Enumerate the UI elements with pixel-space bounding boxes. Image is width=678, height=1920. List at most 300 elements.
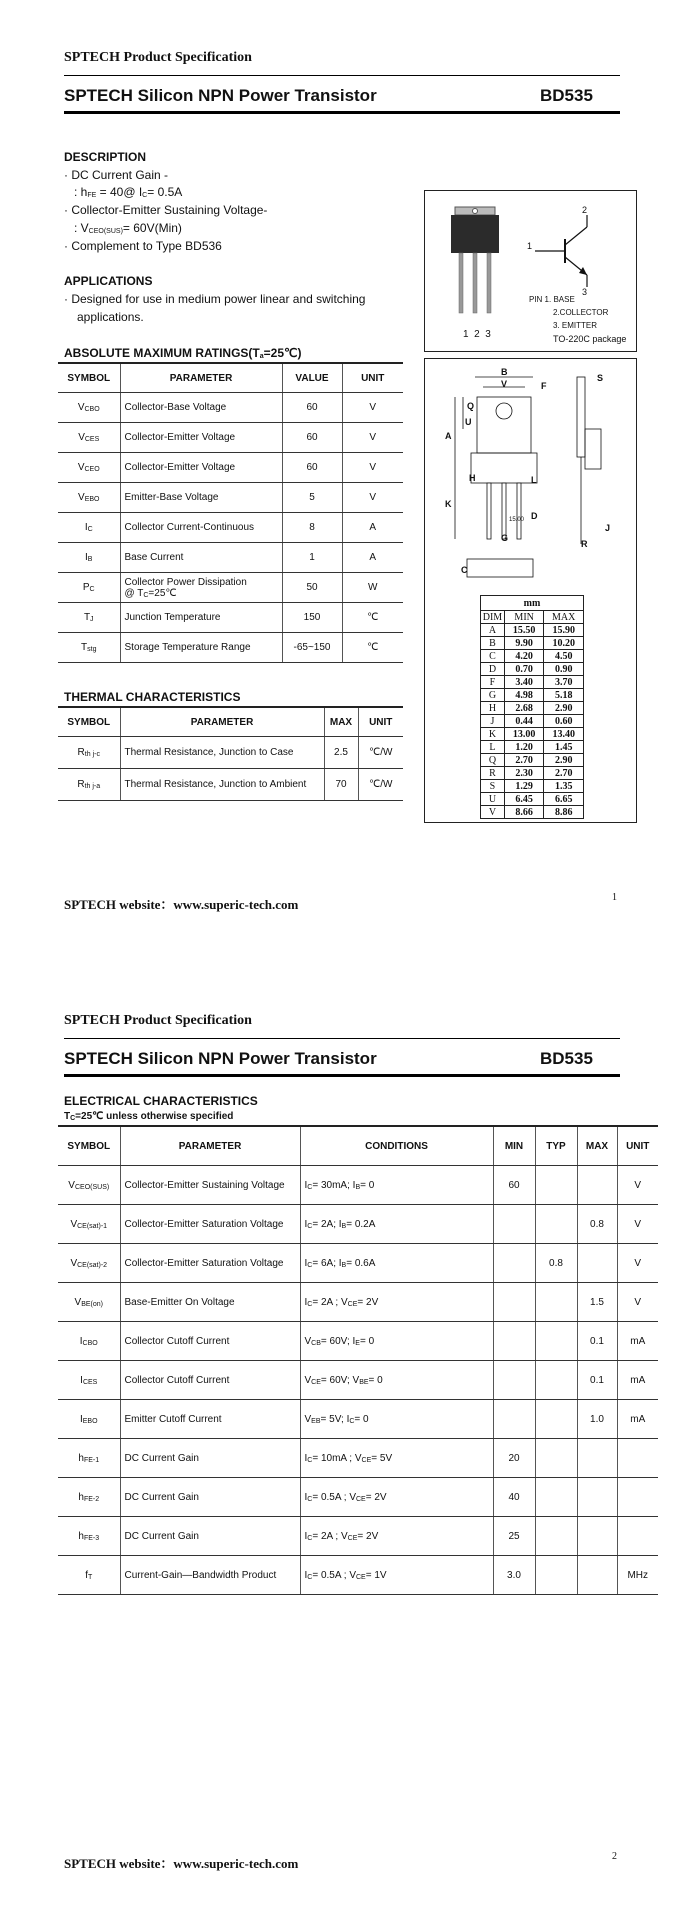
- symbol-subscript: CES: [84, 436, 100, 443]
- thermal-table: [58, 706, 403, 801]
- dim-letter: D: [481, 663, 505, 676]
- dim-letter: S: [481, 780, 505, 793]
- condition-subscript: CE: [347, 1534, 358, 1542]
- unit-cell: V: [342, 393, 403, 423]
- conditions-cell: [300, 1322, 493, 1361]
- dim-row: [481, 806, 584, 819]
- dim-max: 0.60: [544, 715, 584, 728]
- dim-label-g: G: [501, 533, 509, 543]
- unit-cell: V: [617, 1283, 658, 1322]
- dim-min: 8.66: [504, 806, 544, 819]
- conditions-cell: [300, 1244, 493, 1283]
- page-number: 1: [612, 892, 617, 903]
- table-row: [58, 543, 403, 573]
- column-header: PARAMETER: [120, 363, 282, 393]
- table-row: [58, 1322, 658, 1361]
- parameter-cell: Thermal Resistance, Junction to Ambient: [120, 769, 324, 801]
- condition-value: = 2A;: [312, 1218, 339, 1230]
- condition-value: = 5V;: [320, 1413, 347, 1425]
- table-row: [58, 1166, 658, 1205]
- table-row: [58, 603, 403, 633]
- dim-label-r: R: [581, 539, 588, 549]
- parameter-cell: [120, 633, 282, 663]
- dim-letter: G: [481, 689, 505, 702]
- column-header: SYMBOL: [58, 707, 120, 737]
- condition-subscript: C: [307, 1495, 313, 1503]
- package-type-label: TO-220C package: [553, 334, 627, 344]
- table-row: [58, 423, 403, 453]
- dim-header-row: [481, 611, 584, 624]
- parameter-cell: Collector Cutoff Current: [120, 1361, 300, 1400]
- dim-max: 8.86: [544, 806, 584, 819]
- symbol-cell: [58, 1166, 120, 1205]
- symbol-cell: [58, 1205, 120, 1244]
- symbol-text: R: [77, 747, 85, 758]
- electrical-subheading: TC=25℃ unless otherwise specified: [64, 1111, 234, 1122]
- symbol-text: V: [70, 1257, 78, 1269]
- symbol-cell: [58, 633, 120, 663]
- min-cell: [493, 1205, 535, 1244]
- value-cell: -65~150: [282, 633, 342, 663]
- parameter-cell: Emitter Cutoff Current: [120, 1400, 300, 1439]
- dim-label-s: S: [597, 373, 604, 383]
- parameter-text: Collector-Emitter Voltage: [124, 432, 236, 443]
- condition-value: = 0: [354, 1413, 369, 1425]
- table-row: [58, 1244, 658, 1283]
- typ-cell: 0.8: [535, 1244, 577, 1283]
- dim-row: [481, 702, 584, 715]
- condition-symbol: I: [304, 1257, 308, 1269]
- dim-row: [481, 793, 584, 806]
- symbol-text: h: [78, 1491, 84, 1503]
- dim-max: 5.18: [544, 689, 584, 702]
- symbol-cell: [58, 1556, 120, 1595]
- max-cell: 0.8: [577, 1205, 617, 1244]
- conditions-cell: [300, 1361, 493, 1400]
- max-cell: 1.5: [577, 1283, 617, 1322]
- column-header: MAX: [577, 1126, 617, 1166]
- condition-symbol: I: [304, 1452, 308, 1464]
- condition-symbol: V: [304, 1413, 312, 1425]
- symbol-text: V: [68, 1179, 75, 1191]
- dim-letter: H: [481, 702, 505, 715]
- max-cell: [577, 1478, 617, 1517]
- dim-min: 2.70: [504, 754, 544, 767]
- dim-row: [481, 754, 584, 767]
- symbol-cell: [58, 453, 120, 483]
- table-row: [58, 1205, 658, 1244]
- value-cell: 150: [282, 603, 342, 633]
- dim-min: 2.68: [504, 702, 544, 715]
- doc-title: SPTECH Silicon NPN Power Transistor: [64, 86, 377, 105]
- description-line: · Collector-Emitter Sustaining Voltage-: [64, 203, 268, 217]
- typ-cell: [535, 1400, 577, 1439]
- condition-subscript: CE: [356, 1495, 366, 1503]
- table-row: [58, 1361, 658, 1400]
- dim-label-l: L: [531, 475, 537, 485]
- symbol-subscript: th j-a: [84, 783, 101, 790]
- parameter-cell: Thermal Resistance, Junction to Case: [120, 737, 324, 769]
- parameter-cell: [120, 543, 282, 573]
- thermal-heading: THERMAL CHARACTERISTICS: [64, 690, 241, 704]
- condition-subscript: CE: [361, 1456, 372, 1464]
- unit-cell: mA: [617, 1400, 658, 1439]
- symbol-subscript: FE-3: [83, 1534, 100, 1542]
- value-cell: 5: [282, 483, 342, 513]
- condition-symbol: V: [354, 1452, 362, 1464]
- typ-cell: [535, 1556, 577, 1595]
- value-cell: 8: [282, 513, 342, 543]
- condition-symbol: V: [349, 1569, 356, 1581]
- parameter-cell: Collector Cutoff Current: [120, 1322, 300, 1361]
- symbol-text: T: [81, 642, 88, 653]
- min-cell: 60: [493, 1166, 535, 1205]
- description-line: : VCEO(SUS)= 60V(Min): [74, 221, 182, 235]
- dim-label-d: D: [531, 511, 538, 521]
- symbol-cell: [58, 1517, 120, 1556]
- symbol-cell: [58, 1400, 120, 1439]
- typ-cell: [535, 1322, 577, 1361]
- symbol-cell: [58, 1439, 120, 1478]
- dim-label-c: C: [461, 565, 468, 575]
- dim-min: 13.00: [504, 728, 544, 741]
- description-line: · Complement to Type BD536: [64, 239, 222, 253]
- dim-column-header: MAX: [544, 611, 584, 624]
- dim-letter: Q: [481, 754, 505, 767]
- unit-cell: ℃: [342, 603, 403, 633]
- symbol-subscript: CBO: [82, 1339, 98, 1347]
- symbol-pin-3-label: 3: [582, 287, 588, 297]
- condition-symbol: I: [304, 1569, 308, 1581]
- table-row: [58, 1517, 658, 1556]
- parameter-cell: Base-Emitter On Voltage: [120, 1283, 300, 1322]
- dim-label-f: F: [541, 381, 547, 391]
- npn-transistor-symbol-icon: [525, 211, 625, 291]
- dim-letter: U: [481, 793, 505, 806]
- value-cell: 60: [282, 453, 342, 483]
- amr-heading: ABSOLUTE MAXIMUM RATINGS(Ta=25℃): [64, 346, 302, 360]
- parameter-cell: [120, 453, 282, 483]
- max-cell: 0.1: [577, 1361, 617, 1400]
- unit-cell: mA: [617, 1361, 658, 1400]
- table-row: [58, 483, 403, 513]
- condition-subscript: B: [355, 1183, 361, 1191]
- description-heading: DESCRIPTION: [64, 150, 147, 164]
- package-dimensions-box: [424, 358, 637, 823]
- dim-label-u: U: [465, 417, 472, 427]
- column-header: VALUE: [282, 363, 342, 393]
- part-number: BD535: [540, 86, 593, 105]
- header-rule-thin: [64, 75, 620, 76]
- column-header: UNIT: [358, 707, 403, 737]
- condition-value: = 2A ;: [312, 1296, 341, 1308]
- symbol-subscript: CE(sat)-2: [77, 1261, 108, 1269]
- parameter-text: Junction Temperature: [124, 612, 221, 623]
- dim-max: 13.40: [544, 728, 584, 741]
- conditions-cell: [300, 1166, 493, 1205]
- footer-website: SPTECH website：www.superic-tech.com: [64, 897, 299, 912]
- symbol-cell: [58, 1283, 120, 1322]
- dim-label-h: H: [469, 473, 476, 483]
- min-cell: 25: [493, 1517, 535, 1556]
- table-row: [58, 1400, 658, 1439]
- parameter-text: [125, 588, 282, 599]
- parameter-text: Collector-Base Voltage: [124, 402, 227, 413]
- conditions-cell: [300, 1205, 493, 1244]
- dim-min: 3.40: [504, 676, 544, 689]
- dim-letter: B: [481, 637, 505, 650]
- unit-cell: mA: [617, 1322, 658, 1361]
- dim-max: 1.45: [544, 741, 584, 754]
- condition-subscript: C: [349, 1417, 355, 1425]
- pin-numbers: 1 2 3: [463, 329, 491, 340]
- condition-value: = 0.6A: [346, 1257, 376, 1269]
- symbol-text: I: [84, 522, 88, 533]
- symbol-cell: [58, 603, 120, 633]
- dim-max: 2.90: [544, 702, 584, 715]
- conditions-cell: [300, 1478, 493, 1517]
- dim-letter: J: [481, 715, 505, 728]
- symbol-cell: [58, 483, 120, 513]
- max-cell: 2.5: [324, 737, 358, 769]
- condition-symbol: V: [352, 1374, 360, 1386]
- description-line: · DC Current Gain -: [64, 168, 169, 182]
- dim-letter: A: [481, 624, 505, 637]
- pin-legend: PIN 1. BASE: [529, 295, 575, 304]
- condition-symbol: I: [338, 1218, 342, 1230]
- conditions-cell: [300, 1283, 493, 1322]
- symbol-cell: [58, 543, 120, 573]
- dim-max: 1.35: [544, 780, 584, 793]
- table-row: [58, 1283, 658, 1322]
- dim-label-a: A: [445, 431, 452, 441]
- condition-subscript: CE: [347, 1300, 358, 1308]
- symbol-subscript: T: [88, 1573, 93, 1581]
- typ-cell: [535, 1517, 577, 1556]
- dim-max: 15.90: [544, 624, 584, 637]
- header-rule-thick: [64, 111, 620, 114]
- dim-letter: F: [481, 676, 505, 689]
- condition-subscript: C: [307, 1456, 313, 1464]
- parameter-cell: [120, 423, 282, 453]
- symbol-subscript: EBO: [84, 496, 100, 503]
- symbol-text: V: [70, 1218, 78, 1230]
- dim-min: 0.44: [504, 715, 544, 728]
- max-cell: [577, 1517, 617, 1556]
- footer-website: SPTECH website：www.superic-tech.com: [64, 1856, 299, 1871]
- unit-cell: V: [342, 423, 403, 453]
- symbol-text: I: [79, 1335, 83, 1347]
- table-header-row: [58, 707, 403, 737]
- dim-min: 0.70: [504, 663, 544, 676]
- condition-subscript: EB: [311, 1417, 321, 1425]
- unit-cell: MHz: [617, 1556, 658, 1595]
- symbol-pin-1-label: 1: [527, 241, 533, 251]
- condition-symbol: I: [304, 1179, 308, 1191]
- condition-symbol: I: [338, 1257, 342, 1269]
- condition-subscript: C: [307, 1573, 313, 1581]
- dim-label-b: B: [501, 367, 508, 377]
- symbol-text: V: [77, 462, 85, 473]
- header-rule-thin: [64, 1038, 620, 1039]
- part-number: BD535: [540, 1049, 593, 1068]
- dim-min: 2.30: [504, 767, 544, 780]
- condition-symbol: I: [352, 1179, 356, 1191]
- symbol-subscript: CE(sat)-1: [77, 1222, 108, 1230]
- dim-row: [481, 637, 584, 650]
- symbol-cell: [58, 1361, 120, 1400]
- dim-max: 2.70: [544, 767, 584, 780]
- typ-cell: [535, 1439, 577, 1478]
- symbol-cell: [58, 737, 120, 769]
- column-header: SYMBOL: [58, 363, 120, 393]
- column-header: CONDITIONS: [300, 1126, 493, 1166]
- dim-row: [481, 624, 584, 637]
- unit-cell: [617, 1517, 658, 1556]
- table-header-row: [58, 1126, 658, 1166]
- absolute-max-ratings-table: [58, 362, 403, 663]
- unit-cell: A: [342, 513, 403, 543]
- condition-symbol: I: [304, 1296, 308, 1308]
- min-cell: [493, 1283, 535, 1322]
- dim-row: [481, 767, 584, 780]
- dim-unit-row: [481, 596, 584, 611]
- max-cell: [577, 1556, 617, 1595]
- condition-value: = 2A ;: [312, 1530, 341, 1542]
- condition-subscript: C: [307, 1183, 313, 1191]
- table-row: [58, 393, 403, 423]
- symbol-subscript: C: [87, 526, 93, 533]
- pin-legend: 2.COLLECTOR: [553, 308, 609, 317]
- parameter-text-part: @ T: [124, 587, 144, 599]
- symbol-subscript: CEO: [84, 466, 100, 473]
- electrical-heading: ELECTRICAL CHARACTERISTICS: [64, 1094, 258, 1108]
- symbol-subscript: th j-c: [84, 751, 100, 758]
- max-cell: [577, 1439, 617, 1478]
- parameter-cell: [120, 393, 282, 423]
- unit-cell: ℃/W: [358, 769, 403, 801]
- symbol-subscript: stg: [87, 646, 97, 653]
- parameter-text: Base Current: [124, 552, 184, 563]
- condition-value: = 6A;: [312, 1257, 339, 1269]
- condition-symbol: I: [304, 1530, 308, 1542]
- condition-value: = 30mA;: [312, 1179, 353, 1191]
- symbol-subscript: BE(on): [81, 1300, 103, 1308]
- dim-max: 2.90: [544, 754, 584, 767]
- condition-subscript: CE: [311, 1378, 321, 1386]
- min-cell: 20: [493, 1439, 535, 1478]
- column-header: UNIT: [342, 363, 403, 393]
- applications-line: · Designed for use in medium power linear and switching: [64, 292, 366, 306]
- dim-unit-header: mm: [481, 596, 584, 611]
- column-header: PARAMETER: [120, 1126, 300, 1166]
- dim-min: 9.90: [504, 637, 544, 650]
- condition-value: = 2V: [357, 1530, 379, 1542]
- condition-subscript: C: [307, 1534, 313, 1542]
- parameter-text-part: =25℃: [148, 587, 177, 599]
- symbol-pin-2-label: 2: [582, 205, 588, 215]
- symbol-text: V: [77, 402, 85, 413]
- symbol-cell: [58, 423, 120, 453]
- table-row: [58, 737, 403, 769]
- min-cell: 40: [493, 1478, 535, 1517]
- dim-max: 3.70: [544, 676, 584, 689]
- dim-label-tab: 15.00: [509, 517, 525, 523]
- dim-label-j: J: [605, 523, 611, 533]
- max-cell: [577, 1166, 617, 1205]
- typ-cell: [535, 1283, 577, 1322]
- condition-symbol: I: [304, 1491, 308, 1503]
- parameter-text: Emitter-Base Voltage: [124, 492, 219, 503]
- symbol-subscript: C: [89, 586, 95, 593]
- symbol-cell: [58, 1478, 120, 1517]
- symbol-cell: [58, 1244, 120, 1283]
- symbol-subscript: EBO: [82, 1417, 98, 1425]
- parameter-cell: [120, 603, 282, 633]
- value-cell: 50: [282, 573, 342, 603]
- parameter-cell: Collector-Emitter Sustaining Voltage: [120, 1166, 300, 1205]
- applications-line: applications.: [77, 310, 144, 324]
- max-cell: 70: [324, 769, 358, 801]
- condition-value: = 0: [368, 1374, 383, 1386]
- doc-title: SPTECH Silicon NPN Power Transistor: [64, 1049, 377, 1068]
- parameter-cell: [120, 573, 282, 603]
- parameter-cell: DC Current Gain: [120, 1439, 300, 1478]
- dim-row: [481, 663, 584, 676]
- condition-value: = 0.2A: [346, 1218, 376, 1230]
- column-header: TYP: [535, 1126, 577, 1166]
- unit-cell: V: [342, 453, 403, 483]
- typ-cell: [535, 1205, 577, 1244]
- dim-row: [481, 689, 584, 702]
- dim-max: 6.65: [544, 793, 584, 806]
- condition-value: = 1V: [365, 1569, 387, 1581]
- condition-value: = 0: [360, 1179, 375, 1191]
- table-row: [58, 453, 403, 483]
- condition-value: = 2V: [357, 1296, 379, 1308]
- symbol-subscript: CEO(SUS): [74, 1183, 110, 1191]
- dim-letter: R: [481, 767, 505, 780]
- symbol-text: I: [79, 1413, 83, 1425]
- conditions-cell: [300, 1400, 493, 1439]
- dimensions-table: [480, 595, 584, 819]
- condition-value: = 0: [359, 1335, 375, 1347]
- value-cell: 60: [282, 423, 342, 453]
- condition-value: = 10mA ;: [312, 1452, 355, 1464]
- condition-subscript: C: [307, 1300, 313, 1308]
- column-header: MAX: [324, 707, 358, 737]
- dim-row: [481, 728, 584, 741]
- typ-cell: [535, 1166, 577, 1205]
- dim-row: [481, 780, 584, 793]
- dim-row: [481, 715, 584, 728]
- dim-min: 4.20: [504, 650, 544, 663]
- symbol-subscript: J: [90, 616, 94, 623]
- min-cell: [493, 1322, 535, 1361]
- max-cell: 1.0: [577, 1400, 617, 1439]
- condition-value: = 60V;: [320, 1335, 353, 1347]
- symbol-text: P: [82, 582, 90, 593]
- unit-cell: A: [342, 543, 403, 573]
- dim-column-header: MIN: [504, 611, 544, 624]
- parameter-cell: [120, 483, 282, 513]
- max-cell: [577, 1244, 617, 1283]
- pin-legend: 3. EMITTER: [553, 321, 598, 330]
- symbol-subscript: B: [87, 556, 93, 563]
- condition-symbol: V: [349, 1491, 356, 1503]
- parameter-text: Collector Current-Continuous: [124, 522, 255, 533]
- symbol-text: f: [85, 1569, 88, 1581]
